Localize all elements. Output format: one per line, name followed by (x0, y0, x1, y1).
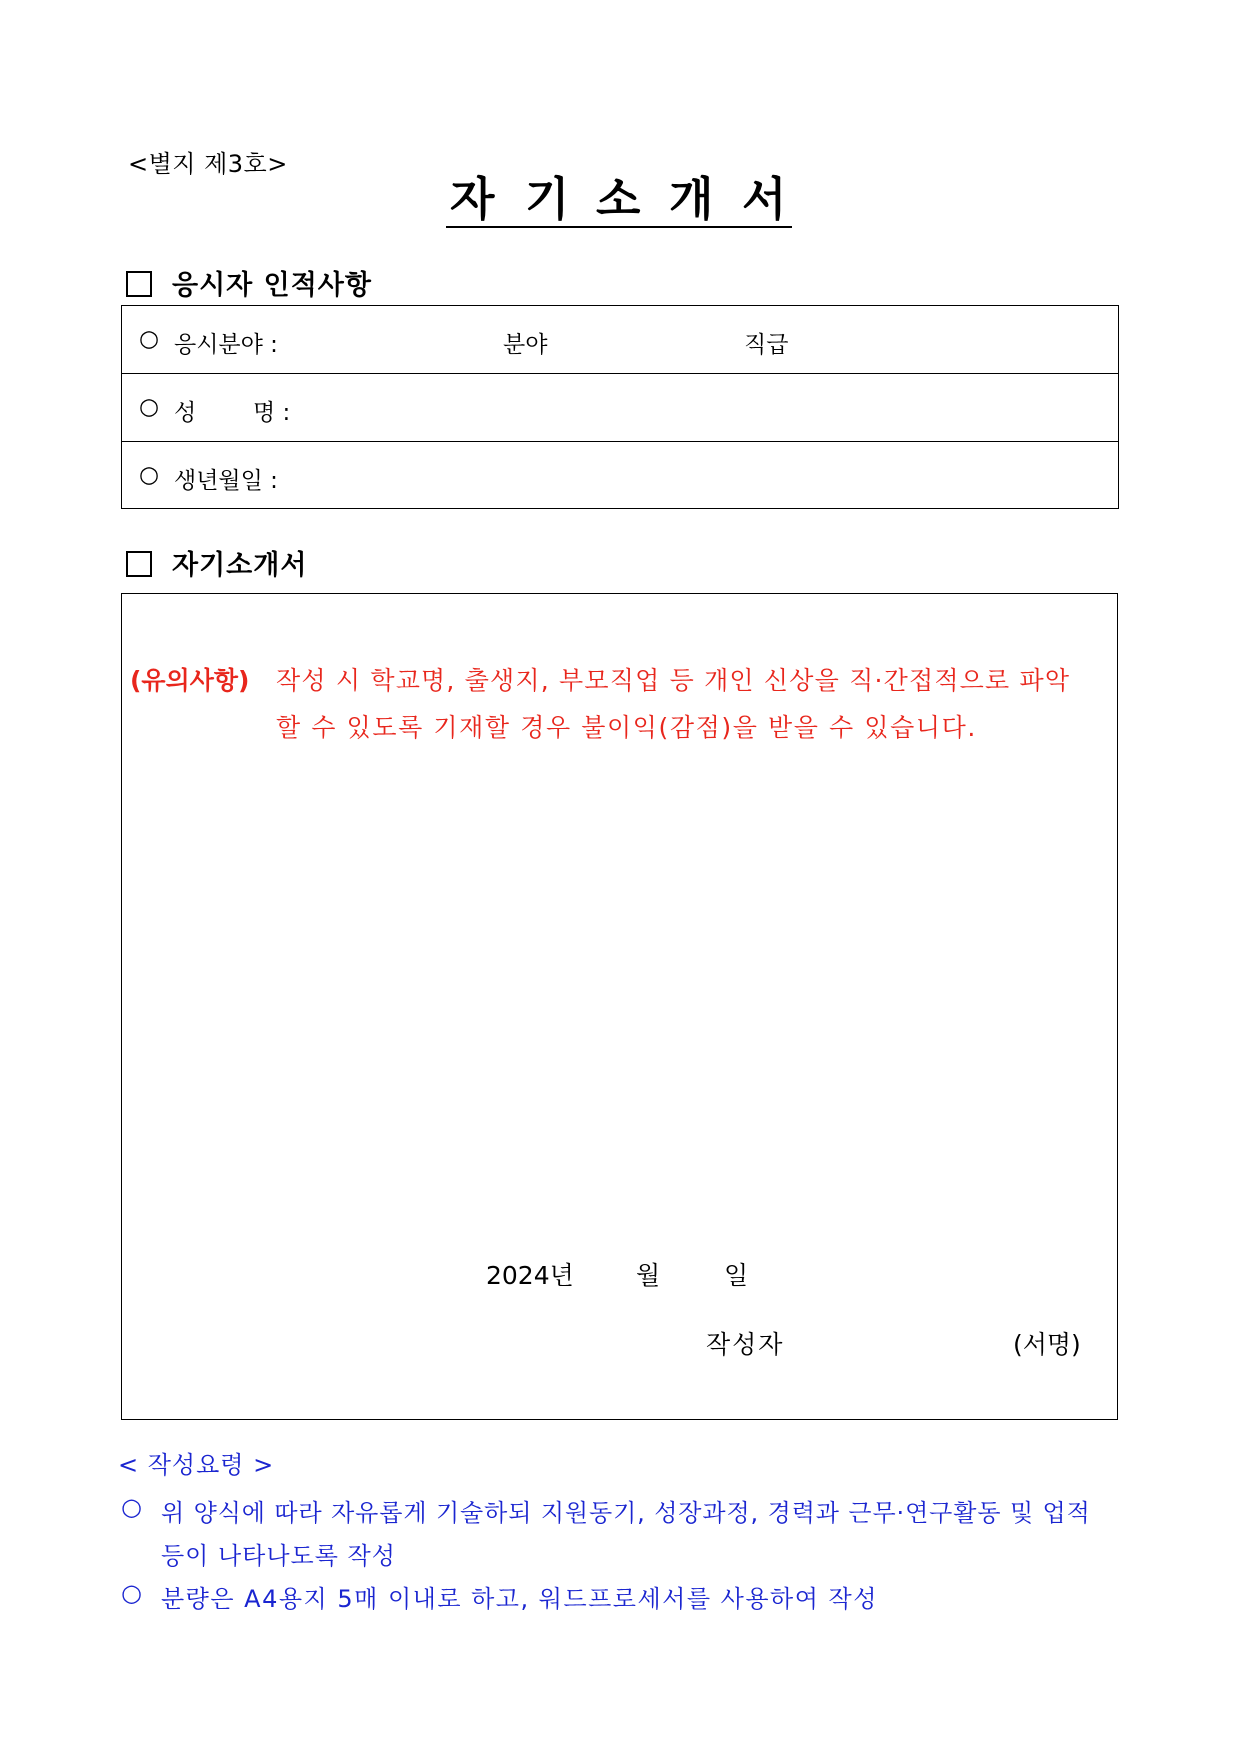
guideline-item-line1: 위 양식에 따라 자유롭게 기술하되 지원동기, 성장과정, 경력과 근무·연구활동 및 업적 (161, 1499, 1091, 1527)
date-month: 월 (636, 1261, 661, 1290)
guidelines-heading: < 작성요령 > (118, 1451, 275, 1479)
guideline-item-line1: 분량은 A4용지 5매 이내로 하고, 워드프로세서를 사용하여 작성 (161, 1585, 878, 1613)
row-name[interactable] (122, 374, 1118, 442)
title-char: 자 (450, 172, 495, 226)
row-birth[interactable] (122, 442, 1118, 510)
field-label: 응시분야 : (174, 332, 278, 358)
notice-line1: 작성 시 학교명, 출생지, 부모직업 등 개인 신상을 직·간접적으로 파악 (276, 666, 1071, 695)
row-field[interactable] (122, 306, 1118, 374)
title-char: 서 (742, 172, 787, 226)
bullet-circle-icon: ○ (139, 394, 160, 420)
attachment-label: <별지 제3호> (128, 150, 288, 178)
name-label-b: 명 : (253, 400, 291, 426)
date-year: 2024년 (486, 1261, 574, 1290)
bullet-circle-icon: ○ (121, 1493, 142, 1521)
field-word: 분야 (503, 332, 548, 358)
title-char: 소 (596, 172, 641, 226)
document-title (446, 168, 792, 228)
personal-info-table (121, 305, 1119, 509)
guideline-item-line2: 등이 나타나도록 작성 (161, 1542, 396, 1570)
writer-label: 작성자 (706, 1330, 785, 1359)
notice-label: (유의사항) (130, 666, 250, 695)
title-char: 기 (525, 172, 570, 226)
grade-word: 직급 (744, 332, 789, 358)
notice-line2: 할 수 있도록 기재할 경우 불이익(감점)을 받을 수 있습니다. (276, 713, 977, 742)
checkbox-square-icon (126, 271, 152, 297)
bullet-circle-icon: ○ (121, 1579, 142, 1607)
bullet-circle-icon: ○ (139, 326, 160, 352)
checkbox-square-icon (126, 551, 152, 577)
signature-label: (서명) (1013, 1330, 1081, 1359)
section-heading-self-intro: 자기소개서 (126, 543, 307, 582)
date-day: 일 (724, 1261, 749, 1290)
title-char: 개 (669, 172, 714, 226)
bullet-circle-icon: ○ (139, 462, 160, 488)
birth-label: 생년월일 : (174, 468, 278, 494)
name-label-a: 성 (174, 400, 197, 426)
section-heading-personal-info: 응시자 인적사항 (126, 263, 372, 302)
